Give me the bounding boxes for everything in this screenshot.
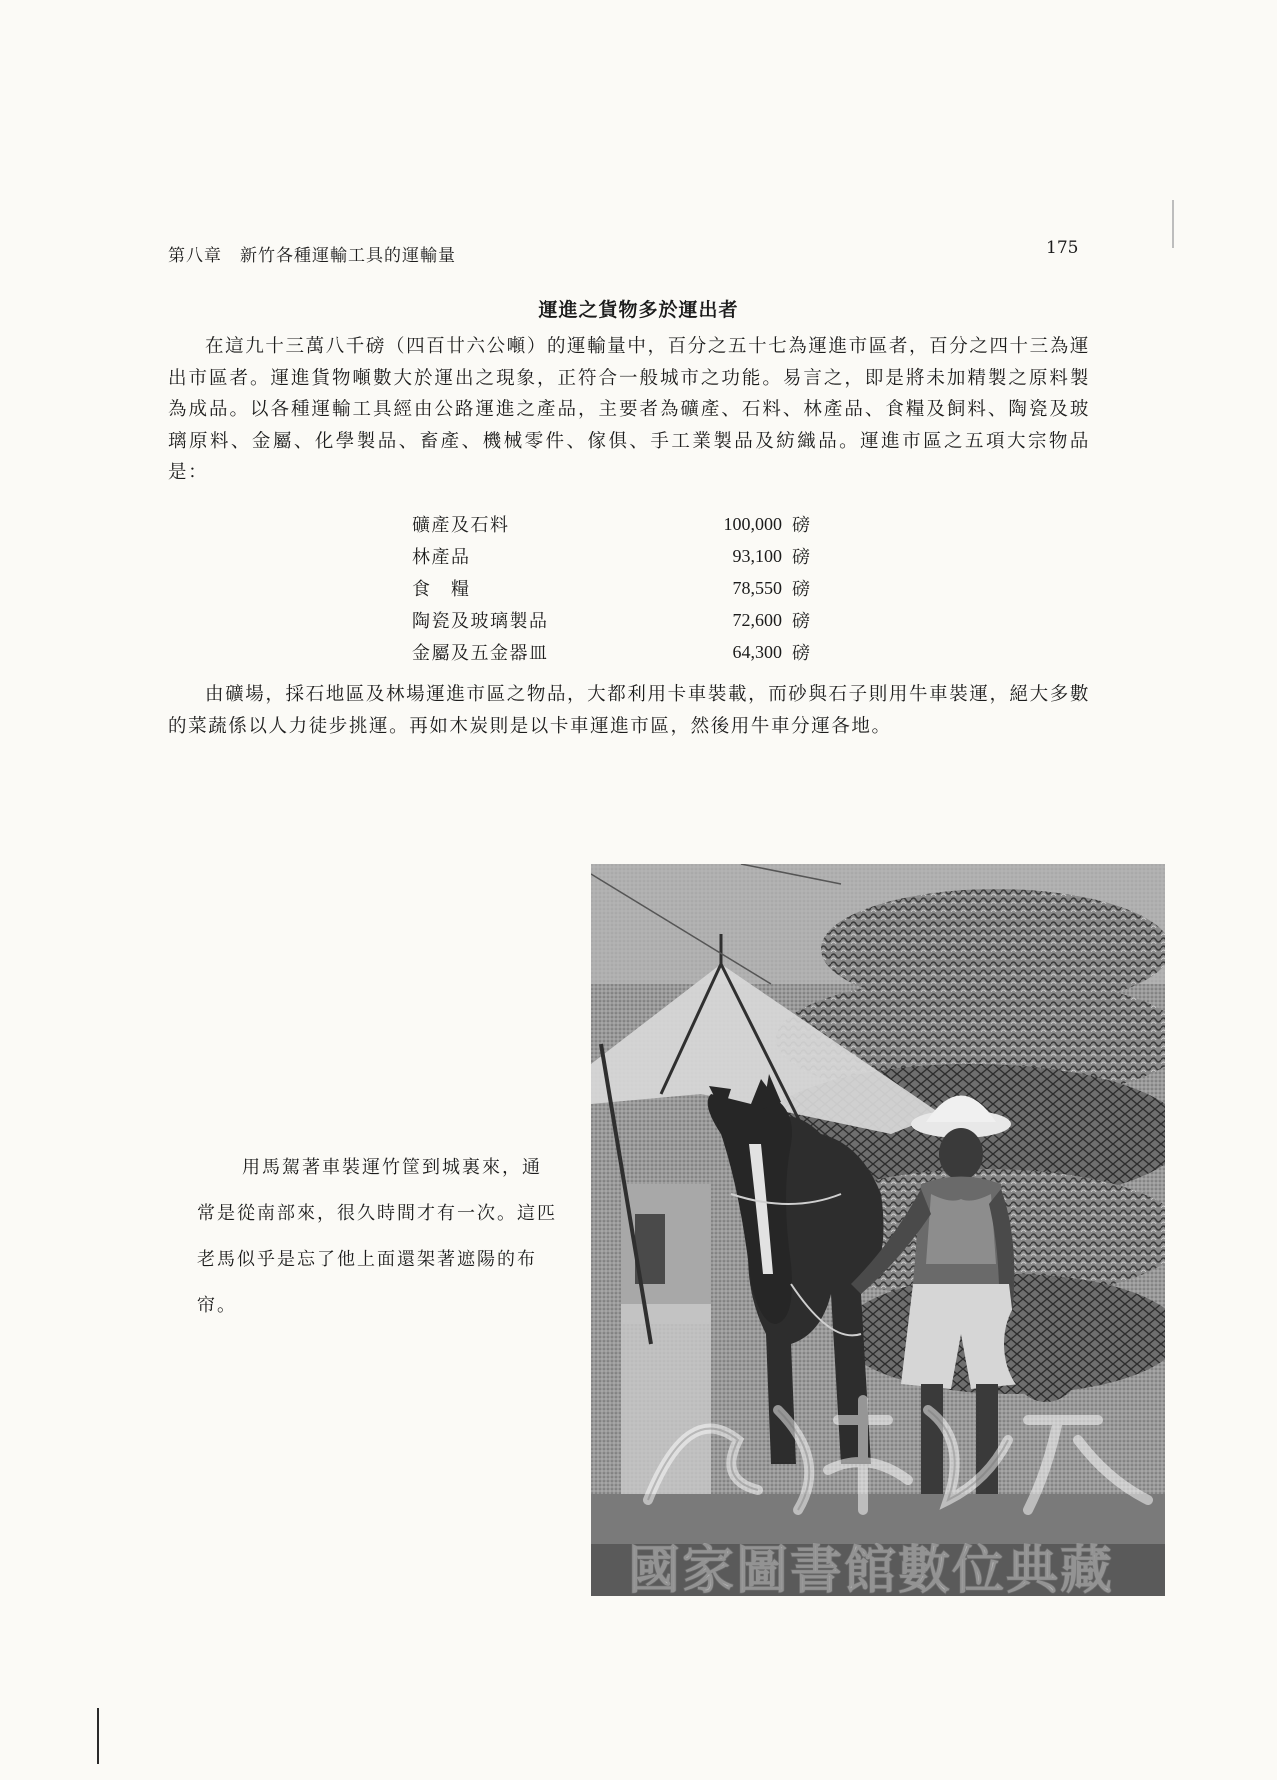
- goods-item: 礦產及石料: [412, 515, 510, 536]
- table-row: [412, 540, 832, 572]
- goods-unit: 磅: [792, 611, 812, 632]
- body-paragraph-2-text: 由礦場，採石地區及林場運進市區之物品，大都利用卡車裝載，而砂與石子則用牛車裝運，絕大多數的菜蔬係以人力徒步挑運。再如木炭則是以卡車運進市區，然後用牛車分運各地。: [168, 684, 1090, 737]
- goods-unit: 磅: [792, 547, 812, 568]
- figure-caption: [197, 1145, 559, 1329]
- goods-item: 食 糧: [412, 579, 471, 600]
- running-head: 第八章 新竹各種運輸工具的運輸量: [168, 246, 456, 266]
- table-row: [412, 604, 832, 636]
- body-paragraph-1-text: 在這九十三萬八千磅（四百廿六公噸）的運輸量中，百分之五十七為運進市區者，百分之四十三為運出市區者。運進貨物噸數大於運出之現象，正符合一般城市之功能。易言之，即是將未加精製之原料製為成品。以各種運輸工具經由公路運進之產品，主要者為礦產、石料、林產品、食糧及飼料、陶瓷及玻璃原料、金屬、化學製品、畜產、機械零件、傢俱、手工業製品及紡織品。運進市區之五項大宗物品是：: [168, 336, 1090, 483]
- table-row: [412, 508, 832, 540]
- goods-item: 金屬及五金器皿: [412, 643, 549, 664]
- watermark-text: 國家圖書館數位典藏: [628, 1541, 1115, 1601]
- section-heading: 運進之貨物多於運出者: [538, 299, 739, 321]
- table-row: [412, 636, 832, 668]
- goods-item: 陶瓷及玻璃製品: [412, 611, 549, 632]
- goods-amount: 78,550: [732, 577, 782, 598]
- goods-unit: 磅: [792, 579, 812, 600]
- page-number: 175: [1046, 238, 1079, 258]
- goods-unit: 磅: [792, 643, 812, 664]
- table-row: [412, 572, 832, 604]
- goods-amount: 72,600: [732, 609, 782, 630]
- goods-item: 林產品: [412, 547, 471, 568]
- goods-amount: 100,000: [723, 513, 782, 534]
- goods-unit: 磅: [792, 515, 812, 536]
- watermark-logo: [628, 1380, 1188, 1520]
- body-paragraph-2: [168, 679, 1090, 742]
- goods-table: [412, 508, 832, 668]
- body-paragraph-1: [168, 331, 1090, 489]
- figure-caption-text: 用馬駕著車裝運竹筐到城裏來，通常是從南部來，很久時間才有一次。這匹老馬似乎是忘了他上面還架著遮陽的布帘。: [197, 1157, 557, 1316]
- goods-amount: 64,300: [732, 641, 782, 662]
- scan-edge-mark: [1172, 200, 1174, 248]
- scan-edge-mark: [97, 1708, 99, 1764]
- goods-amount: 93,100: [732, 545, 782, 566]
